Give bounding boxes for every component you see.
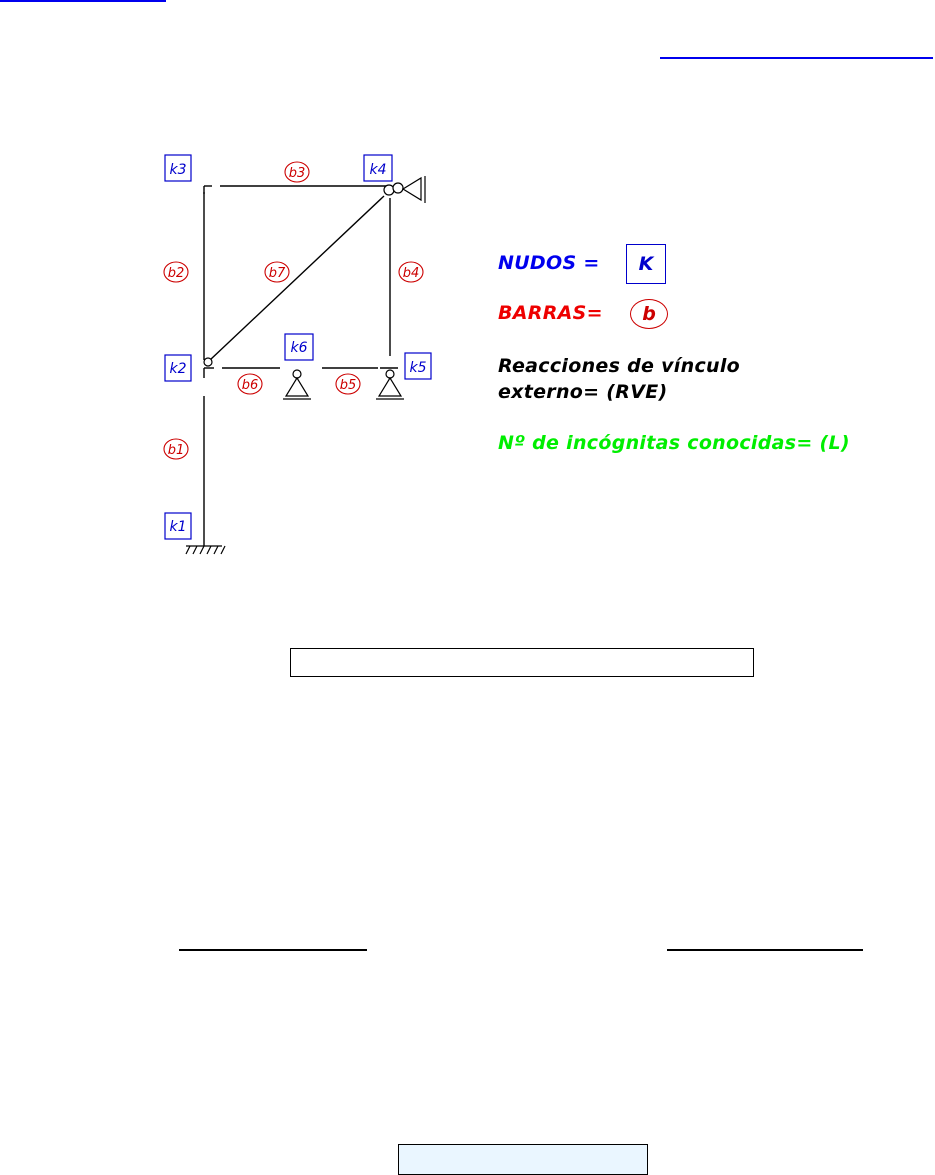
node-k4 bbox=[364, 155, 392, 181]
bar-label-b5 bbox=[336, 374, 360, 394]
node-k6 bbox=[285, 334, 313, 360]
node-labels bbox=[165, 155, 431, 539]
svg-text:k3: k3 bbox=[169, 162, 187, 178]
left-rule bbox=[179, 949, 367, 951]
svg-text:k4: k4 bbox=[369, 162, 387, 178]
bar-label-b7 bbox=[265, 262, 289, 282]
bar-label-b6 bbox=[238, 374, 262, 394]
support-k4 bbox=[403, 176, 425, 203]
svg-text:k2: k2 bbox=[169, 361, 187, 377]
support-k1 bbox=[186, 546, 225, 554]
support-k5 bbox=[376, 370, 404, 399]
support-k6 bbox=[283, 370, 311, 399]
node-k1 bbox=[165, 513, 191, 539]
bar-label-b1 bbox=[164, 439, 188, 459]
svg-text:k5: k5 bbox=[409, 360, 427, 376]
hinge-k4b bbox=[393, 183, 403, 193]
svg-text:b1: b1 bbox=[167, 443, 185, 458]
bar-label-b3 bbox=[285, 162, 309, 182]
node-k2 bbox=[165, 355, 191, 381]
hinge-k4a bbox=[384, 185, 394, 195]
svg-text:k1: k1 bbox=[169, 519, 187, 535]
svg-text:b3: b3 bbox=[288, 166, 306, 181]
svg-text:b6: b6 bbox=[241, 378, 259, 393]
members bbox=[204, 186, 398, 546]
svg-text:k6: k6 bbox=[290, 340, 308, 356]
hinge-k2 bbox=[204, 358, 212, 366]
right-rule bbox=[667, 949, 863, 951]
legend-incognitas: Nº de incógnitas conocidas= (L) bbox=[498, 432, 850, 454]
node-k5 bbox=[405, 353, 431, 379]
bar-label-b2 bbox=[164, 262, 188, 282]
legend-barras-symbol: b bbox=[630, 299, 668, 329]
node-k3 bbox=[165, 155, 191, 181]
legend-nudos-symbol: K bbox=[626, 244, 666, 284]
svg-text:b4: b4 bbox=[402, 266, 420, 281]
bar-label-b4 bbox=[399, 262, 423, 282]
result-frame bbox=[398, 1144, 648, 1175]
svg-text:b7: b7 bbox=[268, 266, 286, 281]
formula-frame bbox=[290, 648, 754, 677]
legend-barras-label: BARRAS= bbox=[498, 302, 603, 324]
legend-nudos-label: NUDOS = bbox=[498, 252, 600, 274]
legend-reacciones-line2: externo= (RVE) bbox=[498, 381, 668, 403]
svg-text:b2: b2 bbox=[167, 266, 185, 281]
legend-reacciones-line1: Reacciones de vínculo bbox=[498, 355, 740, 377]
bar-labels bbox=[164, 162, 423, 459]
svg-text:b5: b5 bbox=[339, 378, 357, 393]
